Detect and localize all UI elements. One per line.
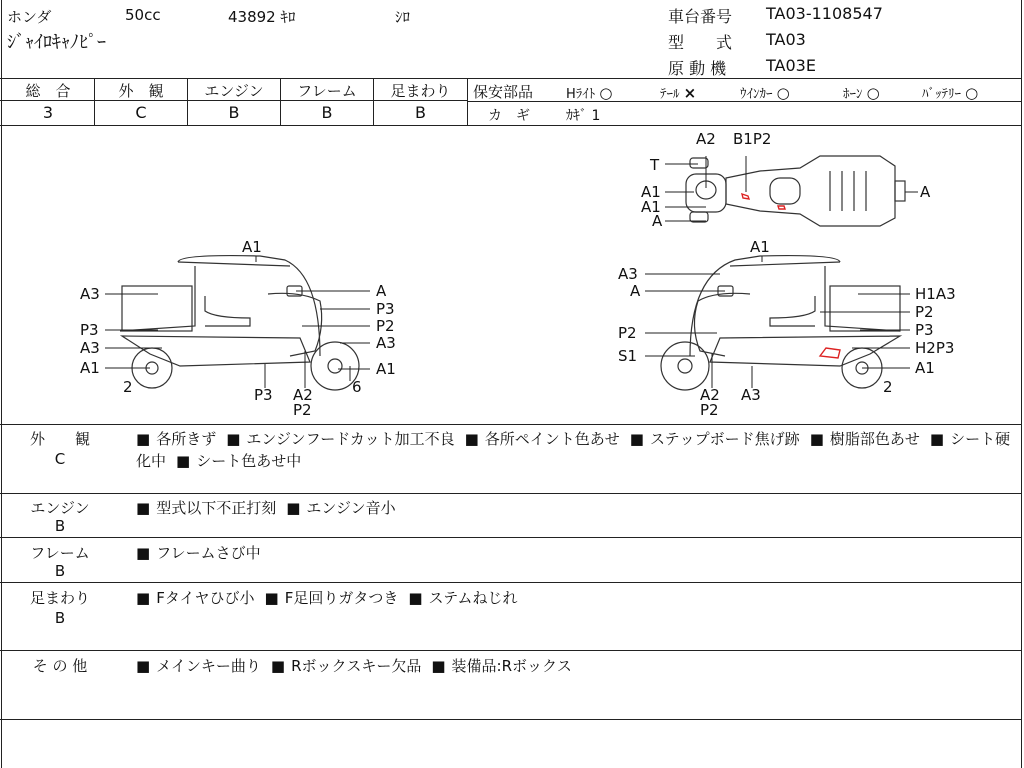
remark-item: ■ Fタイヤひび小 xyxy=(136,589,255,607)
grade-engine-value: B xyxy=(228,103,240,122)
safety-horn: ﾎｰﾝ ○ xyxy=(843,84,880,102)
grade-suspension-value: B xyxy=(415,103,426,122)
label-left-11: P3 xyxy=(254,386,273,404)
header-divider xyxy=(0,78,1022,79)
model-name: ｼﾞｬｲﾛｷｬﾉﾋﾟｰ xyxy=(7,32,106,53)
grade-frame-label: フレーム xyxy=(297,82,357,100)
key-label: カ ギ xyxy=(488,108,530,124)
remark-category-frame: フレーム xyxy=(30,544,90,562)
remark-items-frame xyxy=(136,542,271,563)
diagram-bottom xyxy=(0,424,1022,425)
label-right-9: A1 xyxy=(915,359,935,377)
remark-item: ■ 各所きず xyxy=(136,430,216,448)
label-right-7: S1 xyxy=(618,347,638,365)
type-value: TA03 xyxy=(766,30,806,49)
engine-model-value: TA03E xyxy=(766,56,816,75)
remark-item: ■ エンジン音小 xyxy=(286,499,395,517)
label-top-2: T xyxy=(650,156,660,174)
label-right-2: A xyxy=(630,282,641,300)
label-right-10: 2 xyxy=(883,378,893,396)
safety-parts-label: 保安部品 xyxy=(473,83,534,101)
label-right-11: A2 xyxy=(700,386,720,404)
remark-category-exterior: 外 観 xyxy=(29,430,90,448)
label-left-5: P2 xyxy=(376,317,395,335)
label-right-1: A3 xyxy=(618,265,638,283)
remark-item: ■ F足回りガタつき xyxy=(265,589,399,607)
remark-item: ■ シート色あせ中 xyxy=(176,452,301,470)
grade-frame-value: B xyxy=(321,103,333,122)
remark-grade-exterior: C xyxy=(54,450,66,468)
remark-item: ■ 各所ペイント色あせ xyxy=(465,430,620,448)
remark-item: ■ 型式以下不正打刻 xyxy=(136,499,276,517)
damage-mark-top-2 xyxy=(778,206,785,209)
label-left-10: 2 xyxy=(123,378,133,396)
remark-grade-engine: B xyxy=(54,517,66,535)
grade-engine-label: エンジン xyxy=(204,82,264,100)
label-left-13: P2 xyxy=(293,401,312,419)
remark-items-suspension xyxy=(136,587,528,608)
label-top-3: A1 xyxy=(641,183,661,201)
grade-suspension-label: 足まわり xyxy=(390,82,451,100)
remark-line-1 xyxy=(0,493,1022,494)
top-view-scooter xyxy=(686,156,905,226)
label-top-4: A1 xyxy=(641,198,661,216)
safety-battery: ﾊﾞｯﾃﾘｰ ○ xyxy=(922,84,979,102)
label-top-6: A xyxy=(920,183,931,201)
label-right-6: P3 xyxy=(915,321,934,339)
grade-exterior-label: 外 観 xyxy=(118,82,164,100)
safety-headlight: Hﾗｲﾄ ○ xyxy=(566,84,613,102)
damage-diagram xyxy=(0,126,1022,423)
safety-taillight: ﾃｰﾙ × xyxy=(660,84,697,102)
label-left-8: A1 xyxy=(80,359,100,377)
label-left-2: A xyxy=(376,282,387,300)
label-left-6: A3 xyxy=(80,339,100,357)
label-right-0: A1 xyxy=(750,238,770,256)
label-left-9: A1 xyxy=(376,360,396,378)
label-left-1: A3 xyxy=(80,285,100,303)
right-view-scooter xyxy=(661,256,900,390)
remark-items-other xyxy=(136,655,582,676)
remark-item: ■ フレームさび中 xyxy=(136,544,261,562)
label-right-12: P2 xyxy=(700,401,719,419)
label-left-7: A3 xyxy=(376,334,396,352)
left-view-scooter xyxy=(120,256,359,390)
remark-item: ■ Rボックスキー欠品 xyxy=(271,657,421,675)
damage-mark-right xyxy=(820,348,840,358)
key-value: ｶｷﾞ 1 xyxy=(566,108,601,124)
remark-item: ■ 装備品:Rボックス xyxy=(431,657,572,675)
remark-item: ■ ステップボード焦げ跡 xyxy=(630,430,800,448)
label-left-12: A2 xyxy=(293,386,313,404)
remark-grade-frame: B xyxy=(54,562,66,580)
remark-line-2 xyxy=(0,537,1022,538)
mileage: 43892 ｷﾛ xyxy=(228,8,296,26)
label-right-4: P2 xyxy=(915,303,934,321)
remark-grade-suspension: B xyxy=(54,609,66,627)
label-top-0: A2 xyxy=(696,130,716,148)
grade-total-label: 総 合 xyxy=(25,82,71,100)
type-label: 型 式 xyxy=(668,33,733,52)
remark-item: ■ ステムねじれ xyxy=(408,589,517,607)
label-left-0: A1 xyxy=(242,238,262,256)
grade-exterior-value: C xyxy=(135,103,147,122)
label-top-5: A xyxy=(652,212,663,230)
remark-item: ■ エンジンフードカット加工不良 xyxy=(226,430,454,448)
label-right-3: H1A3 xyxy=(915,285,956,303)
remark-category-suspension: 足まわり xyxy=(29,589,90,607)
remark-items-exterior xyxy=(136,428,1016,472)
engine-model-label: 原 動 機 xyxy=(668,59,727,78)
remark-item: ■ 樹脂部色あせ xyxy=(810,430,920,448)
label-left-4: P3 xyxy=(80,321,99,339)
remark-line-3 xyxy=(0,582,1022,583)
label-right-8: H2P3 xyxy=(915,339,955,357)
damage-mark-top-1 xyxy=(742,194,749,199)
safety-winker: ｳｲﾝｶｰ ○ xyxy=(740,84,790,102)
label-left-3: P3 xyxy=(376,300,395,318)
frame-number-label: 車台番号 xyxy=(668,7,733,26)
remark-item: ■ メインキー曲り xyxy=(136,657,261,675)
grade-total-value: 3 xyxy=(42,103,54,122)
remark-category-other: そ の 他 xyxy=(32,657,88,675)
displacement: 50cc xyxy=(125,6,161,24)
frame-number-value: TA03-1108547 xyxy=(766,4,883,23)
label-right-5: P2 xyxy=(618,324,637,342)
remark-line-4 xyxy=(0,650,1022,651)
maker: ホンダ xyxy=(7,8,52,26)
remark-items-engine xyxy=(136,497,406,518)
label-right-13: A3 xyxy=(741,386,761,404)
label-top-1: B1P2 xyxy=(733,130,772,148)
remark-category-engine: エンジン xyxy=(30,499,90,517)
remark-item: ■ シート硬化中 xyxy=(136,430,1010,470)
grade-sep-5 xyxy=(467,78,468,125)
label-left-14: 6 xyxy=(352,378,362,396)
remark-line-5 xyxy=(0,719,1022,720)
color: ｼﾛ xyxy=(395,8,411,26)
